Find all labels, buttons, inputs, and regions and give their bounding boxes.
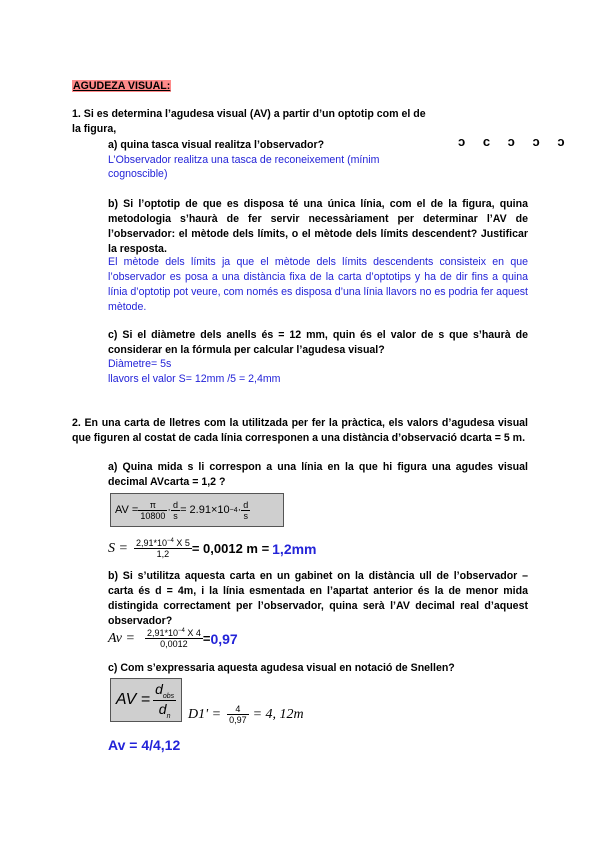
q2c-question: c) Com s’expressaria aquesta agudesa visual en notació de Snellen? bbox=[108, 662, 455, 674]
formula-lhs: AV = bbox=[115, 504, 139, 516]
formula-dot-2: · bbox=[237, 504, 242, 516]
snellen-den-sub: n bbox=[166, 712, 171, 720]
q2a-value: 1,2mm bbox=[272, 540, 317, 557]
q2b-value: 0,97 bbox=[210, 630, 238, 647]
q2b-var: Av = bbox=[108, 630, 135, 646]
q1-intro-line1: 1. Si es determina l’agudesa visual (AV) a partir d’un optotip com el de bbox=[72, 108, 426, 120]
q2b-result bbox=[108, 628, 238, 649]
q2a-question: a) Quina mida s li correspon a una línia en la que hi figura una agudes visual decimal AVcarta = 1,2 ? bbox=[108, 461, 528, 488]
q2a-eq: = 0,0012 m = bbox=[191, 541, 270, 556]
formula-10800: 10800 bbox=[140, 510, 166, 521]
q2a-num-exp: −4 bbox=[166, 538, 174, 544]
snellen-den: d bbox=[158, 700, 167, 717]
q2c-answer: Av = 4/4,12 bbox=[108, 737, 181, 753]
formula-d-2: d bbox=[243, 499, 249, 510]
snellen-num: d bbox=[155, 680, 163, 697]
q2b-question: b) Si s’utilitza aquesta carta en un gabinet on la distància ull de l’observador – carta és d = 4m, i la línia esmentada en l’apartat anterior és la de menor mida distingida correctament per l’observador, quina serà l’AV decimal real d’aquest observador? bbox=[108, 570, 528, 627]
q2a-den: 1,2 bbox=[156, 549, 170, 559]
q1a-question: a) quina tasca visual realitza l’observador? bbox=[108, 139, 325, 151]
q2c-var: D1' = bbox=[188, 706, 222, 722]
formula-exp: −4 bbox=[229, 506, 238, 514]
formula-pi: π bbox=[138, 500, 167, 511]
snellen-formula-image bbox=[110, 678, 182, 722]
q1c-answer-line2: llavors el valor S= 12mm /5 = 2,4mm bbox=[108, 373, 281, 385]
q1c-question: c) Si el diàmetre dels anells és = 12 mm, quin és el valor de s que s’haurà de considerar en la fórmula per calcular l’agudesa visual? bbox=[108, 329, 528, 356]
formula-mid: = 2.91×10 bbox=[180, 504, 230, 516]
q2b-num-exp: −4 bbox=[177, 628, 185, 634]
q2c-den: 0,97 bbox=[229, 715, 247, 725]
q2b-eq: = bbox=[202, 631, 211, 646]
q1a-answer-line1: L’Observador realitza una tasca de reconeixement (mínim bbox=[108, 154, 380, 166]
q2b-num-tail: X 4 bbox=[184, 628, 201, 638]
section-title: AGUDEZA VISUAL: bbox=[73, 80, 171, 92]
q2a-num-tail: X 5 bbox=[173, 538, 190, 548]
q1b-question: b) Si l’optotip de que es disposa té una única línia, com el de la figura, quina metodologia s’haurà de fer servir necessàriament per determinar l’AV de l’observador: el mètode dels límits, o el mètode dels límits descendent? Justificar la resposta. bbox=[108, 198, 528, 255]
formula-s-2: s bbox=[243, 510, 249, 521]
q1b-answer: El mètode dels límits ja que el mètode dels límits descendents consisteix en que l’observador es posa a una distància fixa de la carta d’optotips y ha de dir fins a quina línia d’optotip pot veure, com només es disposa d’una línia llavors no es podria fer aquest mètode. bbox=[108, 256, 528, 313]
q1-intro-line2: la figura, bbox=[72, 123, 117, 135]
formula-d: d bbox=[173, 499, 179, 510]
q2-intro: 2. En una carta de lletres com la utilitzada per fer la pràctica, els valors d’agudesa visual que figuren al costat de cada línia corresponen a una distància d’observació dcarta = 5 m. bbox=[72, 417, 528, 444]
snellen-num-sub: obs bbox=[162, 692, 175, 700]
q1c-answer-line1: Diàmetre= 5s bbox=[108, 358, 172, 370]
snellen-lhs: AV = bbox=[115, 691, 151, 708]
q2a-num: 2,91*10 bbox=[135, 538, 167, 548]
q2a-var: S = bbox=[108, 540, 128, 556]
q1a-answer-line2: cognoscible) bbox=[108, 168, 168, 180]
q2b-den: 0,0012 bbox=[160, 639, 188, 649]
q2c-result: = 4, 12m bbox=[252, 706, 304, 722]
av-formula-image bbox=[110, 493, 284, 527]
q2c-calc bbox=[188, 704, 304, 725]
q2b-num: 2,91*10 bbox=[146, 628, 178, 638]
formula-dot: · bbox=[167, 504, 172, 516]
q2a-result bbox=[108, 538, 317, 559]
landolt-ring-optotypes: ɔ c ɔ ɔ ɔ bbox=[458, 134, 572, 149]
formula-s: s bbox=[173, 510, 178, 521]
q2c-num: 4 bbox=[227, 704, 249, 715]
